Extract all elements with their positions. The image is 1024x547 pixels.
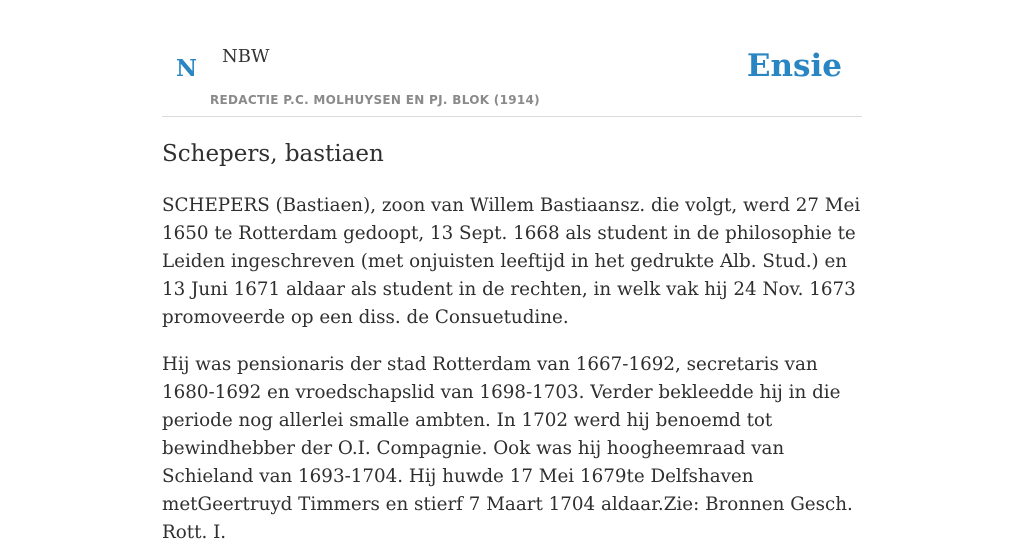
source-header [162,0,862,117]
source-subtitle: REDACTIE P.C. MOLHUYSEN EN PJ. BLOK (1914) [210,93,540,107]
source-title[interactable]: NBW [222,46,270,67]
entry-paragraph: SCHEPERS (Bastiaen), zoon van Willem Bastiaansz. die volgt, werd 27 Mei 1650 te Rotterdam gedoopt, 13 Sept. 1668 als student in de philosophie te Leiden ingeschreven (met onjuisten leeftijd in het gedrukte Alb. Stud.) en 13 Juni 1671 aldaar als student in de rechten, in welk vak hij 24 Nov. 1673 promoveerde op een diss. de Consuetudine. [162,195,861,328]
source-logo-icon[interactable]: N [176,55,198,82]
entry-paragraph: Hij was pensionaris der stad Rotterdam van 1667-1692, secretaris van 1680-1692 en vroedschapslid van 1698-1703. Verder bekleedde hij in die periode nog allerlei smalle ambten. In 1702 werd hij benoemd tot bewindhebber der O.I. Compagnie. Ook was hij hoogheemraad van Schieland van 1693-1704. Hij huwde 17 Mei 1679te Delfshaven metGeertruyd Timmers en stierf 7 Maart 1704 aldaar.Zie: Bronnen Gesch. Rott. I. [162,354,853,543]
entry-content [162,138,868,547]
entry-title: Schepers, bastiaen [162,141,384,167]
ensie-logo-link[interactable]: Ensie [746,48,842,84]
